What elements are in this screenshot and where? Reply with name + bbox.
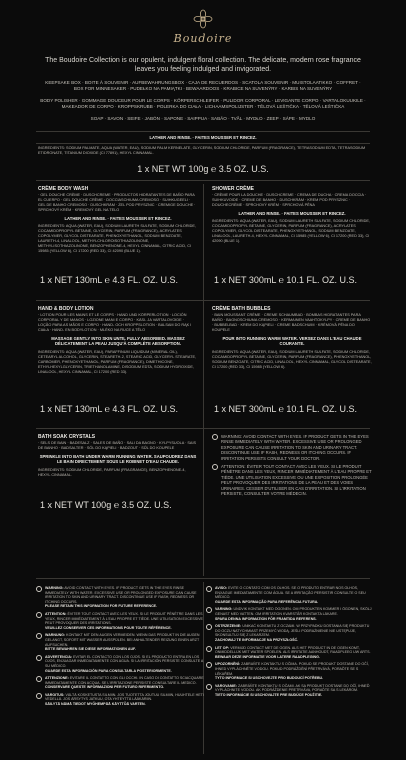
warning-lead: VAROVANIE: (215, 683, 238, 688)
warning-lead: ATTENTION: (45, 611, 67, 616)
lotion-title: HAND & BODY LOTION (38, 306, 94, 312)
warning-footnote: GUARDE ESTA INFORMAÇÃO PARA REFERÊNCIA FUTURA. (215, 599, 319, 604)
warning-item (206, 624, 374, 642)
shower-creme-lather: LATHER AND RINSE. · FAITES MOUSSER ET RINCEZ. (238, 210, 346, 216)
warning-icon (206, 646, 212, 652)
warning-footnote: SÄILYTÄ NÄMÄ TIEDOT MYÖHEMPÄÄ KÄYTTÖÄ VARTEN. (45, 702, 146, 707)
warning-item (36, 676, 204, 690)
body-wash-net: 1 x NET 130mL ℮ 4.3 FL. OZ. U.S. (40, 275, 178, 285)
bubbles-directions: POUR INTO RUNNING WARM WATER. VERSEZ DANS L'EAU CHAUDE COURANTE. (222, 335, 362, 346)
warning-body: UNDVIK KONTAKT MED ÖGONEN. OM PRODUKTEN KOMMER I ÖGONEN, SKÖLJ GENAST MED VATTEN. OM IRRITATION KVARSTÅR KONTAKTA LÄKARE. (215, 607, 372, 616)
warning-icon (36, 693, 42, 699)
warning-body: EVITAR EL CONTACTO CON LOS OJOS. SI EL PRODUCTO ENTRA EN LOS OJOS, ENJUAGAR INMEDIATAMENTE CON AGUA. SI LA IRRITACIÓN PERSISTE CONSULTE A SU MÉDICO. (45, 654, 204, 668)
body-wash-ingredients: INGREDIENTS: AQUA (WATER, EAU), SODIUM LAURETH SULFATE, SODIUM CHLORIDE, COCAMIDOPROPYL BETAINE, GLYCERIN, PARFUM (FRAGRANCE), ACRYLATES COPOLYMER, GLYCOL DISTEARATE, PHENOXYETHANOL, SODIUM BENZOATE, LAURETH-4, LINALOOL, METHYLCHLOROISOTHIAZOLINONE, METHYLISOTHIAZOLINONE, BENZOPHENONE-4, HEXYL CINNAMAL, CITRIC ACID, CI 15985 (YELLOW 6), CI 17200 (RED 33), CI 42090 (BLUE 1). (38, 224, 196, 253)
warnings-right-column (206, 586, 374, 700)
warning-body: ÉVITER TOUT CONTACT AVEC LES YEUX. SI LE PRODUIT PÉNÈTRE DANS LES YEUX, RINCER IMMÉDIATEMENT À L'EAU PROPRE ET TIÈDE. UNE UTILISATION EXCESSIVE PEUT PROVOQUER DES IRRITATIONS. (45, 611, 203, 626)
body-wash-title: CRÈME BODY WASH (38, 186, 89, 192)
warning-lead: LET OP: (215, 645, 230, 650)
warning-icon (36, 633, 42, 639)
warning-lead: WARNING: (45, 586, 64, 590)
soap-net-weight: 1 x NET WT 100g ℮ 3.5 OZ. U.S. (137, 164, 269, 174)
divider (36, 180, 370, 181)
divider (36, 300, 370, 301)
warning-body: EVITARE IL CONTATTO CON GLI OCCHI. IN CASO DI CONTATTO SCIACQUARE IMMEDIATAMENTE CON ACQUA. SE L'IRRITAZIONE PERSISTE CONSULTARE IL MEDICO. (45, 676, 204, 685)
lotion-net: 1 x NET 130mL ℮ 4.3 FL. OZ. U.S. (40, 404, 178, 414)
attention-text: ATTENTION: ÉVITER TOUT CONTACT AVEC LES YEUX. SI LE PRODUIT PÉNÈTRE DANS LES YEUX, RINCER IMMÉDIATEMENT À L'EAU PROPRE ET TIÈDE. UNE UTILISATION EXCESSIVE OU UNE EXPOSITION PROLONGÉE PEUT PROVOQUER DES IRRITATIONS DE LA PEAU ET DES VOIES URINAIRES. CESSER D'UTILISER EN CAS D'IRRITATION. SI L'IRRITATION PERSISTE, CONSULTER VOTRE MÉDECIN. (221, 464, 372, 497)
warning-body: KONTAKT MIT DEN AUGEN VERMEIDEN. WENN DAS PRODUKT IN DIE AUGEN GELANGT, SOFORT MIT WASSER AUSSPÜLEN. BEI ANHALTENDER REIZUNG EINEN ARZT AUFSUCHEN. (45, 633, 200, 647)
divider (36, 131, 370, 132)
divider (36, 428, 370, 429)
bubbles-block (212, 306, 372, 370)
kit-soap: SOAP · SAVON · SEIFE · JABÓN · SAPONE · SAIPPUA · SABÃO · TVÅL · MYDŁO · ZEEP · SÁPE · MYDLO (90, 116, 316, 121)
warning-icon (36, 612, 42, 618)
bath-soak-ingredients: INGREDIENTS: SODIUM CHLORIDE, PARFUM (FRAGRANCE), BENZOPHENONE-4, HEXYL CINNAMAL. (38, 467, 186, 477)
body-wash-lather: LATHER AND RINSE. · FAITES MOUSSER ET RINCEZ. (64, 215, 172, 221)
warning-block (212, 434, 372, 496)
brand-name: Boudoire (173, 32, 233, 45)
shower-creme-title: SHOWER CRÈME (212, 186, 254, 192)
warning-body: ZABRÁŇTE KONTAKTU S OČAMI. AK SA PRODUKT DOSTANE DO OČÍ, IHNEĎ VYPLÁCHNITE VODOU. AK PODRÁŽDENIE PRETRVÁVA, PORAĎTE SA S LEKÁROM. (215, 683, 370, 693)
warning-icon (206, 607, 212, 613)
warning-icon (212, 464, 218, 470)
body-wash-block (38, 186, 198, 254)
shower-creme-block (212, 186, 372, 244)
warning-icon (206, 586, 212, 592)
warning-lead: OSTRZEŻENIE: (215, 624, 242, 629)
warning-footnote: ZACHOWAJ TE INFORMACJE NA PRZYSZŁOŚĆ. (215, 637, 299, 642)
warnings-left-column (36, 586, 204, 710)
warning-item (36, 655, 204, 673)
warning-footnote: GUARDE ESTA INFORMACIÓN PARA CONSULTARLA POSTERIORMENTE. (45, 668, 172, 673)
warning-body: ZABRAŇTE KONTAKTU S OČIMA. POKUD SE PRODUKT DOSTANE DO OČÍ, IHNED VYPLÁCHNĚTE VODOU. POKUD PODRÁŽDĚNÍ PŘETRVÁVÁ, PORAĎTE SE S LÉKAŘEM. (215, 662, 369, 676)
brand-logo (0, 8, 406, 30)
warning-body: EVITE O CONTATO COM OS OLHOS. SE O PRODUTO ENTRAR NOS OLHOS, ENXAGUE IMEDIATAMENTE COM ÁGUA. SE A IRRITAÇÃO PERSISTIR CONSULTE O SEU MÉDICO. (215, 586, 366, 600)
lotion-translations: · LOTION POUR LES MAINS ET LE CORPS · HAND UND KÖRPERLOTION · LOCIÓN CORPORAL Y DE MANOS · LOZIONE MANI E CORPO · KÄSI- JA VARTALOVOIDE · LOÇÃO PARA AS MÃOS E CORPO · HAND- OCH KROPPSLOTION · BALSAM DO RĄK I CIAŁA · HAND- EN BODYLOTION · MLÉKO NA RUCE A TĚLO (38, 312, 192, 332)
bubbles-net: 1 x NET 300mL ℮ 10.1 FL. OZ. U.S. (214, 404, 357, 414)
warning-lead: VAROITUS: (45, 692, 65, 697)
warning-footnote: TIETO INFORMÁCIE SI USCHOVAJTE PRE BUDÚCE POUŽITIE. (215, 692, 323, 697)
divider (36, 143, 370, 144)
warning-footnote: TYTO INFORMACE SI USCHOVEJTE PRO BUDOUCÍ POTŘEBU. (215, 676, 324, 681)
lotion-block (38, 306, 198, 375)
shower-creme-translations: · CRÈME POUR LA DOUCHE · DUSCHCREME · CREMA DE DUCHA · CREMA DOCCIA · SUIHKUVOIDE · CREME DE BANHO · DUSCHKRÄM · KREM POD PRYSZNIC · DOUCHECRÈME · SPRCHOVÝ KRÉM · SPRCHOVÁ PĚNA (212, 192, 366, 207)
warning-item (36, 633, 204, 651)
warning-lead: WARNUNG: (45, 633, 66, 638)
bubbles-translations: · BAIN MOUSSANT CRÈME · CREME SCHAUMBAD · BOMBAS HIDRATANTES PARA BAÑO · BAGNOSCHIUMA CREMOSO · KERMAINEN VAAHTOKYLPY · CREME DE BANHO · BUBBELBAD · KREM DO KĄPIELI · CREME BADSCHUIM · KRÉMOVÁ PĚNA DO KOUPELE (212, 312, 371, 332)
warning-icon (212, 434, 218, 440)
warning-footnote: SPARA DENNA INFORMATION FÖR FRAMTIDA REFERENS. (215, 616, 317, 621)
warning-icon (36, 586, 42, 592)
flower-icon (192, 8, 214, 30)
warning-icon (206, 684, 212, 690)
shower-creme-net: 1 x NET 300mL ℮ 10.1 FL. OZ. U.S. (214, 275, 357, 285)
warning-body: AVOID CONTACT WITH EYES. IF PRODUCT GETS IN THE EYES RINSE IMMEDIATELY WITH WATER. EXCESSIVE USE OR PROLONGED EXPOSURE CAN CAUSE IRRITATION TO SKIN AND URINARY TRACT. DISCONTINUE USE IF RASH, REDNESS OR ITCHING OCCURS. (45, 586, 197, 604)
shower-creme-ingredients: INGREDIENTS: AQUA (WATER, EAU), SODIUM LAURETH SULFATE, SODIUM CHLORIDE, COCAMIDOPROPYL BETAINE, GLYCERIN, PARFUM (FRAGRANCE), ACRYLATES COPOLYMER, GLYCOL DISTEARATE, PHENOXYETHANOL, SODIUM BENZOATE, LINALOOL, LAURETH-4, HEXYL CINNAMAL, CI 15985 (YELLOW 6), CI 17200 (RED 33), CI 42090 (BLUE 1). (212, 219, 370, 243)
bath-soak-directions: SPRINKLE INTO BATH UNDER WARM RUNNING WATER. SAUPOUDREZ DANS LE BAIN DIRECTEMENT SOUS LE ROBINET D'EAU CHAUDE. (39, 453, 197, 464)
kit-keepsake: KEEPSAKE BOX · BOITE À SOUVENIR · AUFBEWAHRUNGSBOX · CAJA DE RECUERDOS · SCATOLA SOUVENIR · MUISTOLAATIKKO · COFFRET · BOX FOR MINNESAKER · PUDEŁKO NA PAMIĄTKI · BEWAARDOOS · KRABICE NA SUVENÝRY · KARBIS NA SUVENÝRY (45, 80, 361, 91)
warning-item (206, 662, 374, 680)
warning-body: UNIKAĆ KONTAKTU Z OCZAMI. W PRZYPADKU DOSTANIA SIĘ PRODUKTU DO OCZU NATYCHMIAST PRZEMYĆ WODĄ. JEŚLI PODRAŻNIENIE NIE USTĘPUJE, SKONSULTUJ SIĘ Z LEKARZEM. (215, 624, 370, 638)
warning-item (36, 586, 204, 609)
warning-icon (36, 655, 42, 661)
warning-lead: VARNING: (215, 607, 233, 612)
soap-lather: LATHER AND RINSE. · FAITES MOUSSER ET RINCEZ. (149, 135, 257, 140)
lotion-directions: MASSAGE GENTLY INTO SKIN UNTIL FULLY ABSORBED. MASSEZ DÉLICATEMENT LA PEAU JUSQU'À COMPLÈTE ABSORPTION. (51, 335, 185, 346)
bubbles-title: CRÈME BATH BUBBLES (212, 306, 271, 312)
bath-soak-net: 1 x NET WT 100g ℮ 3.5 OZ. U.S. (40, 500, 172, 510)
warning-lead: ATTENZIONE: (45, 676, 69, 681)
warning-item (36, 612, 204, 630)
divider (36, 578, 370, 579)
warning-icon (206, 624, 212, 630)
bath-soak-title: BATH SOAK CRYSTALS (38, 434, 96, 440)
warning-item (206, 684, 374, 698)
warning-icon (206, 662, 212, 668)
column-divider (203, 184, 204, 576)
warning-footnote: BEWAAR DEZE INFORMATIE VOOR LATERE RAADPLEGING. (215, 654, 320, 659)
warning-footnote: VEUILLEZ CONSERVER CES INFORMATIONS POUR TOUTE RÉFÉRENCE. (45, 625, 172, 630)
lotion-ingredients: INGREDIENTS: AQUA (WATER, EAU), PARAFFINUM LIQUIDUM (MINERAL OIL), CETEARYL ALCOHOL, GLYCERIN, STEARETH-2, STEARIC ACID, GLYCERYL STEARATE, CARBOMER, PHENOXYETHANOL, PARFUM (FRAGRANCE), DIMETHICONE, ETHYLHEXYLGLYCERIN, TRIETHANOLAMINE, DISODIUM EDTA, SODIUM HYDROXIDE, LINALOOL, HEXYL CINNAMAL, CI 17200 (RED 33). (38, 349, 197, 374)
soap-ingredients: INGREDIENTS: SODIUM PALMATE, AQUA (WATER, EAU), SODIUM PALM KERNELATE, GLYCERIN, SODIUM CHLORIDE, PARFUM (FRAGRANCE), TETRASODIUM EDTA, TETRASODIUM ETIDRONATE, TITANIUM DIOXIDE (CI 77891), HEXYL CINNAMAL. (38, 146, 366, 155)
kit-polisher: BODY POLISHER · GOMMAGE DOUCEUR POUR LE CORPS · KÖRPERSCHLEIFER · PULIDOR CORPORAL · LEVIGANTE CORPO · VARTALOKUUKILE · MAKEADOR DE CORPO · KROPPSKRUBB · POLERKA DO CIAŁA · LICHAAMSPOLIJSTER · TĚLOVÁ LEŠTIČKA · TĚLOVÁ LEŠTIČKA (40, 98, 366, 109)
warning-lead: ADVERTENCIA: (45, 654, 73, 659)
warning-footnote: CONSERVARE QUESTE INFORMAZIONI PER FUTURO RIFERIMENTO. (45, 685, 165, 690)
bath-soak-block (38, 434, 198, 478)
warning-footnote: BITTE BEWAHREN SIE DIESE INFORMATIONEN AUF. (45, 647, 136, 652)
body-wash-translations: · GEL DOUCHE CRÈME · DUSCHCREME · PRODUCTOS HIDRATANTES DE BAÑO PARA EL CUERPO · GEL DOUCHE CRÈME · DOCCIASCHIUMA CREMOSO · SUIHKUGEELI · GEL DE BANHO CREMOSO · DUSCHKRÄM · ŻEL POD PRYSZNIC · CREMIGE DOUCHE · SPRCHOVÝ KRÉM · KREMOVÝ GEL NA TELO (38, 192, 196, 212)
warning-item (206, 586, 374, 604)
warning-icon (36, 676, 42, 682)
warning-body: VÄLTÄ KOSKETUSTA SILMIIN. JOS TUOTETTA JOUTUU SILMIIN, HUUHTELE HETI VEDELLÄ. JOS ÄRSYTYS JATKUU, OTA YHTEYTTÄ LÄÄKÄRIIN. (45, 692, 204, 702)
warning-lead: AVISO: (215, 586, 228, 590)
bubbles-ingredients: INGREDIENTS: AQUA (WATER, EAU), SODIUM LAURETH SULFATE, SODIUM CHLORIDE, COCAMIDOPROPYL BETAINE, GLYCERIN, PARFUM (FRAGRANCE), PHENOXYETHANOL, SODIUM BENZOATE, CITRIC ACID, LINALOOL, HEXYL CINNAMAL, GLYCOL DISTEARATE, CI 17200 (RED 33), CI 15985 (YELLOW 6). (212, 349, 372, 369)
bath-soak-translations: · SELS DE BAIN · BADESALZ · SALES DE BAÑO · SALI DA BAGNO · KYLPYSUOLA · SAIS DE BANHO · BADSALTER · SÓL DO KĄPIELI · BADZOUT · SŮL DO KOUPELE (38, 440, 197, 450)
warning-item (36, 693, 204, 707)
warning-body: VERMIJD CONTACT MET DE OGEN. ALS HET PRODUCT IN DE OGEN KOMT, ONMIDDELLIJK MET WATER SPOELEN. ALS IRRITATIE AANHOUDT, RAADPLEEG UW ARTS. (215, 645, 371, 655)
warning-lead: UPOZORNĚNÍ: (215, 662, 241, 667)
warning-text: WARNING: AVOID CONTACT WITH EYES. IF PRODUCT GETS IN THE EYES RINSE IMMEDIATELY WITH WATER. EXCESSIVE USE OR PROLONGED EXPOSURE CAN CAUSE IRRITATION TO SKIN AND URINARY TRACT. DISCONTINUE USE IF RASH, REDNESS OR ITCHING OCCURS. IF IRRITATION PERSISTS CONSULT YOUR DOCTOR. (221, 434, 369, 461)
warning-footnote: PLEASE RETAIN THIS INFORMATION FOR FUTURE REFERENCE. (45, 604, 158, 609)
intro-text: The Boudoire Collection is our opulent, indulgent floral collection. The delicate, modern rose fragrance leaves you feeling indulged and invigorated. (45, 57, 361, 73)
warning-item (206, 646, 374, 660)
warning-item (206, 607, 374, 621)
